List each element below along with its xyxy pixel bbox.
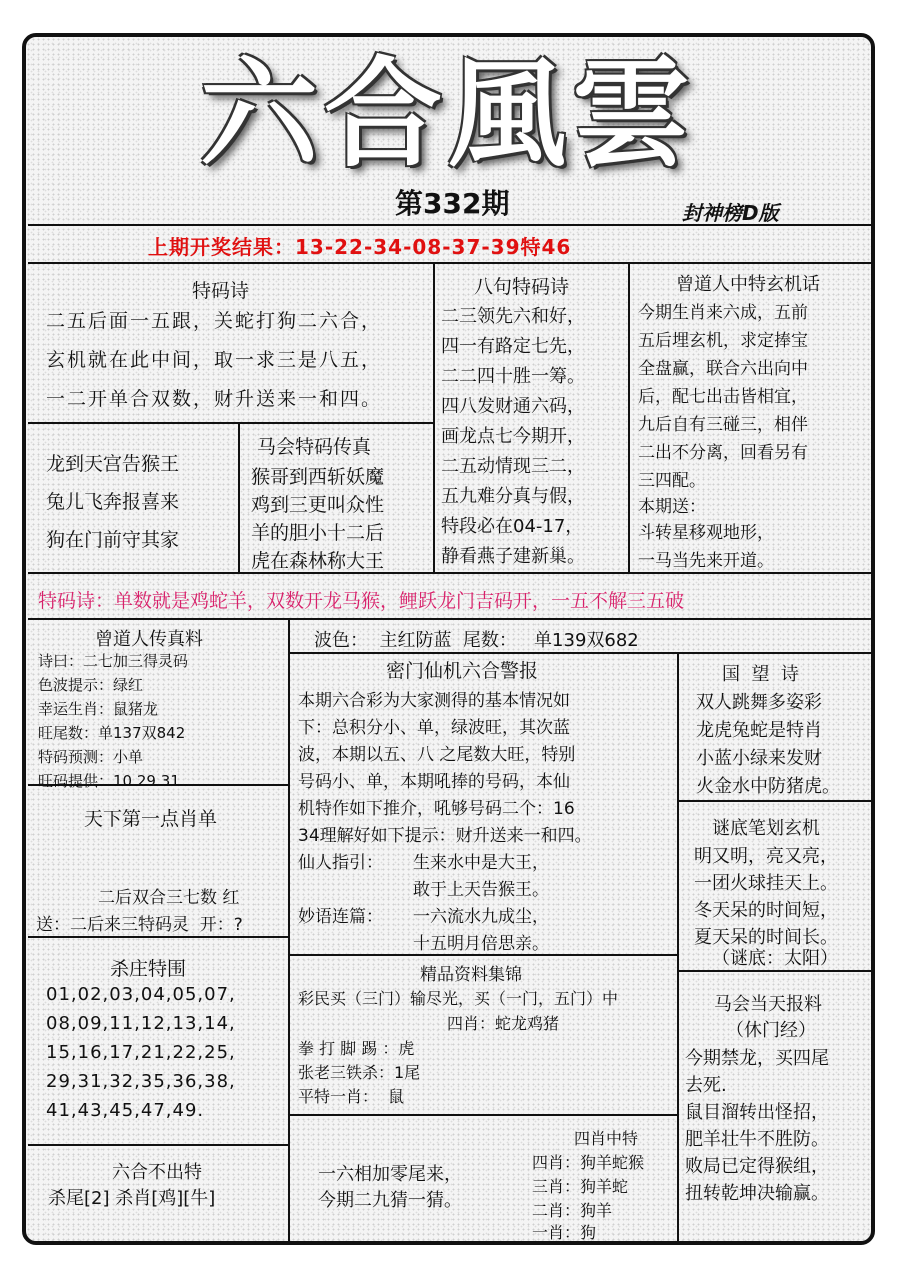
yiliu-line: 今期二九猜一猜。 bbox=[318, 1190, 462, 1211]
jingpin-line: 彩民买（三门）输尽光，买（一门，五门）中 bbox=[298, 989, 619, 1008]
secret-alert-line: 号码小、单，本期吼捧的号码，本仙 bbox=[298, 772, 570, 792]
zengdao-line: 全盘赢，联合六出向中 bbox=[638, 359, 808, 379]
dragon-poem-line: 龙到天宫告猴王 bbox=[46, 453, 180, 475]
eight-line-poem-title: 八句特码诗 bbox=[474, 276, 570, 298]
dragon-poem-line: 狗在门前守其家 bbox=[46, 529, 180, 551]
guowang-poem-line: 双人跳舞多姿彩 bbox=[696, 692, 822, 713]
zengdao-line: 五后埋玄机，求定捧宝 bbox=[638, 331, 808, 351]
eight-line-poem-line: 四八发财通六码， bbox=[441, 396, 585, 417]
eight-line-poem-line: 四一有路定七先， bbox=[441, 336, 585, 357]
four-zodiac-line: 二肖：狗羊 bbox=[532, 1201, 613, 1220]
jingpin-title: 精品资料集锦 bbox=[420, 965, 522, 985]
riddle-line: 明又明，亮又亮， bbox=[694, 846, 838, 867]
mahui-fax-line: 虎在森林称大王 bbox=[251, 550, 385, 572]
tianxia-line: 二后双合三七数 红 bbox=[98, 888, 240, 908]
guowang-poem-line: 龙虎兔蛇是特肖 bbox=[696, 720, 822, 741]
shazhuang-line: 08,09,11,12,13,14, bbox=[46, 1013, 236, 1034]
immortal-guide-line: 敢于上天告猴王。 bbox=[413, 880, 549, 900]
tema-banner: 特码诗：单数就是鸡蛇羊，双数开龙马猴，鲤跃龙门吉码开，一五不解三五破 bbox=[38, 590, 685, 612]
yiliu-line: 一六相加零尾来， bbox=[318, 1164, 462, 1185]
tema-poem-title: 特码诗 bbox=[192, 280, 250, 302]
tema-poem-line: 一二开单合双数，财升送来一和四。 bbox=[46, 388, 383, 410]
zengdao-line: 本期送： bbox=[638, 497, 706, 517]
jingpin-line: 拳 打 脚 踢 ：虎 bbox=[298, 1039, 415, 1058]
guowang-poem-line: 火金水中防猪虎。 bbox=[696, 776, 840, 797]
mahui-report-subtitle: （休门经） bbox=[726, 1020, 816, 1041]
riddle-line: 夏天呆的时间长。 bbox=[694, 927, 838, 948]
secret-alert-line: 34理解好如下提示：财升送来一和四。 bbox=[298, 826, 592, 846]
eight-line-poem-line: 二二四十胜一筹。 bbox=[441, 366, 585, 387]
mahui-report-line: 今期禁龙，买四尾 bbox=[685, 1048, 829, 1069]
riddle-line: 冬天呆的时间短， bbox=[694, 900, 838, 921]
zengdao-fax-title: 曾道人传真料 bbox=[95, 629, 203, 650]
dragon-poem-line: 兔儿飞奔报喜来 bbox=[46, 491, 180, 513]
shazhuang-line: 29,31,32,35,36,38, bbox=[46, 1071, 236, 1092]
edition-stamp: 封神榜D版 bbox=[682, 201, 779, 225]
witty-verse-line: 一六流水九成尘， bbox=[413, 907, 549, 927]
jingpin-line: 平特一肖： 鼠 bbox=[298, 1087, 405, 1106]
immortal-guide-label: 仙人指引： bbox=[298, 853, 383, 873]
eight-line-poem-line: 五九难分真与假， bbox=[441, 486, 585, 507]
last-result: 上期开奖结果：13-22-34-08-37-39特46 bbox=[148, 235, 572, 259]
eight-line-poem-line: 二五动情现三二， bbox=[441, 456, 585, 477]
no-special-line: 杀尾[2] 杀肖[鸡][牛] bbox=[48, 1188, 216, 1209]
zengdao-line: 今期生肖来六成，五前 bbox=[638, 303, 808, 323]
mahui-fax-title: 马会特码传真 bbox=[257, 436, 372, 458]
shazhuang-title: 杀庄特围 bbox=[110, 958, 187, 980]
tianxia-line: 送：二后来三特码灵 开：? bbox=[36, 915, 243, 935]
mahui-fax-line: 鸡到三更叫众性 bbox=[251, 494, 385, 516]
zengdao-line: 九后自有三碰三，相伴 bbox=[638, 415, 808, 435]
eight-line-poem-line: 静看燕子建新巢。 bbox=[441, 546, 585, 567]
shazhuang-line: 15,16,17,21,22,25, bbox=[46, 1042, 236, 1063]
zengdao-line: 一马当先来开道。 bbox=[638, 551, 774, 571]
zengdao-title: 曾道人中特玄机话 bbox=[676, 274, 820, 295]
secret-alert-title: 密门仙机六合警报 bbox=[386, 660, 539, 682]
mahui-report-line: 去死. bbox=[685, 1075, 727, 1096]
eight-line-poem-line: 特段必在04-17， bbox=[441, 516, 584, 537]
shazhuang-line: 41,43,45,47,49. bbox=[46, 1100, 205, 1121]
secret-alert-line: 机特作如下推介，吼够号码二个：16 bbox=[298, 799, 575, 819]
zengdao-fax-line: 旺尾数：单137双842 bbox=[38, 724, 186, 742]
mahui-report-line: 扭转乾坤决输赢。 bbox=[685, 1183, 829, 1204]
riddle-line: 一团火球挂天上。 bbox=[694, 873, 838, 894]
zengdao-fax-line: 诗曰：二七加三得灵码 bbox=[38, 652, 189, 670]
witty-verse-line: 十五明月倍思亲。 bbox=[413, 934, 549, 954]
mahui-fax-line: 猴哥到西斩妖魔 bbox=[251, 466, 385, 488]
mahui-report-line: 肥羊壮牛不胜防。 bbox=[685, 1129, 829, 1150]
zengdao-fax-line: 色波提示：绿红 bbox=[38, 676, 144, 694]
wave-tail-line: 波色： 主红防蓝 尾数： 单139双682 bbox=[314, 630, 639, 651]
masthead-title: 六合風雲 bbox=[200, 44, 697, 183]
shazhuang-line: 01,02,03,04,05,07, bbox=[46, 984, 236, 1005]
guowang-poem-title: 国 望 诗 bbox=[722, 664, 799, 685]
secret-alert-line: 下：总积分小、单，绿波旺，其次蓝 bbox=[298, 718, 570, 738]
zengdao-line: 后，配七出击皆相宜， bbox=[638, 387, 808, 407]
jingpin-line: 张老三铁杀：1尾 bbox=[298, 1063, 421, 1082]
issue-number: 第332期 bbox=[395, 187, 510, 220]
no-special-title: 六合不出特 bbox=[112, 1162, 202, 1183]
four-zodiac-line: 四肖：狗羊蛇猴 bbox=[532, 1153, 645, 1172]
zengdao-line: 斗转星移观地形， bbox=[638, 523, 774, 543]
mahui-report-title: 马会当天报料 bbox=[714, 994, 822, 1015]
mahui-report-line: 败局已定得猴组， bbox=[685, 1156, 829, 1177]
four-zodiac-line: 三肖：狗羊蛇 bbox=[532, 1177, 629, 1196]
eight-line-poem-line: 画龙点七今期开， bbox=[441, 426, 585, 447]
immortal-guide-line: 生来水中是大王， bbox=[413, 853, 549, 873]
mahui-report-line: 鼠目溜转出怪招， bbox=[685, 1102, 829, 1123]
tema-poem-line: 二五后面一五跟，关蛇打狗二六合， bbox=[46, 310, 383, 332]
witty-verse-label: 妙语连篇： bbox=[298, 907, 383, 927]
riddle-answer: （谜底：太阳） bbox=[712, 948, 838, 969]
zengdao-line: 三四配。 bbox=[638, 471, 706, 491]
jingpin-line: 四肖：蛇龙鸡猪 bbox=[447, 1014, 560, 1033]
eight-line-poem-line: 二三领先六和好， bbox=[441, 306, 585, 327]
zengdao-fax-line: 特码预测：小单 bbox=[38, 748, 144, 766]
tema-poem-line: 玄机就在此中间，取一求三是八五， bbox=[46, 349, 383, 371]
secret-alert-line: 本期六合彩为大家测得的基本情况如 bbox=[298, 691, 570, 711]
tianxia-title: 天下第一点肖单 bbox=[84, 808, 218, 830]
four-zodiac-title: 四肖中特 bbox=[574, 1129, 639, 1148]
riddle-title: 谜底笔划玄机 bbox=[712, 818, 820, 839]
secret-alert-line: 波，本期以五、八 之尾数大旺，特别 bbox=[298, 745, 576, 765]
zengdao-fax-line: 幸运生肖：鼠猪龙 bbox=[38, 700, 159, 718]
mahui-fax-line: 羊的胆小十二后 bbox=[251, 522, 385, 544]
guowang-poem-line: 小蓝小绿来发财 bbox=[696, 748, 822, 769]
four-zodiac-line: 一肖：狗 bbox=[532, 1223, 597, 1242]
zengdao-fax-line: 旺码提供：10 29 31 bbox=[38, 772, 180, 790]
zengdao-line: 二出不分离，回看另有 bbox=[638, 443, 808, 463]
